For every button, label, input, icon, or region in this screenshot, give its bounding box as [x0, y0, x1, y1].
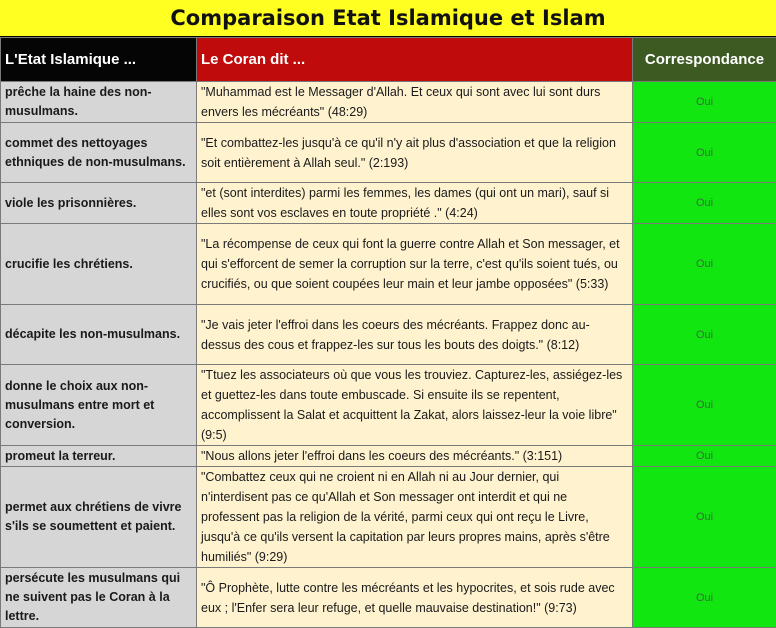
etat-cell: commet des nettoyages ethniques de non-musulmans.: [1, 123, 197, 183]
etat-cell: permet aux chrétiens de vivre s'ils se soumettent et paient.: [1, 467, 197, 568]
etat-cell: persécute les musulmans qui ne suivent pas le Coran à la lettre.: [1, 568, 197, 628]
coran-cell: "Je vais jeter l'effroi dans les coeurs des mécréants. Frappez donc au-dessus des cous et frappez-les sur tous les bouts des doigts." (8:12): [197, 305, 633, 365]
table-row: [1, 446, 776, 467]
correspondance-cell: Oui: [633, 82, 776, 123]
correspondance-cell: Oui: [633, 123, 776, 183]
coran-cell: "Ô Prophète, lutte contre les mécréants et les hypocrites, et sois rude avec eux ; l'Enfer sera leur refuge, et quelle mauvaise destination!" (9:73): [197, 568, 633, 628]
correspondance-cell: Oui: [633, 183, 776, 224]
table-row: [1, 183, 776, 224]
page-title: Comparaison Etat Islamique et Islam: [0, 0, 776, 37]
table-row: [1, 467, 776, 568]
coran-cell: "Et combattez-les jusqu'à ce qu'il n'y ait plus d'association et que la religion soit entièrement à Allah seul." (2:193): [197, 123, 633, 183]
table-row: [1, 123, 776, 183]
coran-cell: "Ttuez les associateurs où que vous les trouviez. Capturez-les, assiégez-les et guettez-les dans toute embuscade. Si ensuite ils se repentent, accomplissent la Salat et acquittent la Zakat, alors laissez-leur la voie libre" (9:5): [197, 365, 633, 446]
etat-cell: viole les prisonnières.: [1, 183, 197, 224]
etat-cell: crucifie les chrétiens.: [1, 224, 197, 305]
table-row: [1, 82, 776, 123]
header-correspondance: Correspondance: [633, 38, 776, 82]
table-row: [1, 224, 776, 305]
coran-cell: "La récompense de ceux qui font la guerre contre Allah et Son messager, et qui s'efforcent de semer la corruption sur la terre, c'est qu'ils soient tués, ou crucifiés, ou que soient coupées leur main et leur jambe opposées" (5:33): [197, 224, 633, 305]
etat-cell: prêche la haine des non-musulmans.: [1, 82, 197, 123]
correspondance-cell: Oui: [633, 365, 776, 446]
coran-cell: "Combattez ceux qui ne croient ni en Allah ni au Jour dernier, qui n'interdisent pas ce qu'Allah et Son messager ont interdit et qui ne professent pas la religion de la vérité, parmi ceux qui ont reçu le Livre, jusqu'à ce qu'ils versent la capitation par leurs propres mains, après s'être humiliés" (9:29): [197, 467, 633, 568]
table-row: [1, 568, 776, 628]
coran-cell: "Muhammad est le Messager d'Allah. Et ceux qui sont avec lui sont durs envers les mécréants" (48:29): [197, 82, 633, 123]
correspondance-cell: Oui: [633, 305, 776, 365]
coran-cell: "et (sont interdites) parmi les femmes, les dames (qui ont un mari), sauf si elles sont vos esclaves en toute propriété ." (4:24): [197, 183, 633, 224]
correspondance-cell: Oui: [633, 224, 776, 305]
table-row: [1, 305, 776, 365]
etat-cell: décapite les non-musulmans.: [1, 305, 197, 365]
header-coran: Le Coran dit ...: [197, 38, 633, 82]
header-row: [1, 38, 776, 82]
correspondance-cell: Oui: [633, 446, 776, 467]
correspondance-cell: Oui: [633, 568, 776, 628]
header-etat-islamique: L'Etat Islamique ...: [1, 38, 197, 82]
coran-cell: "Nous allons jeter l'effroi dans les coeurs des mécréants." (3:151): [197, 446, 633, 467]
correspondance-cell: Oui: [633, 467, 776, 568]
etat-cell: promeut la terreur.: [1, 446, 197, 467]
etat-cell: donne le choix aux non-musulmans entre mort et conversion.: [1, 365, 197, 446]
table-row: [1, 365, 776, 446]
comparison-table: [0, 37, 776, 628]
